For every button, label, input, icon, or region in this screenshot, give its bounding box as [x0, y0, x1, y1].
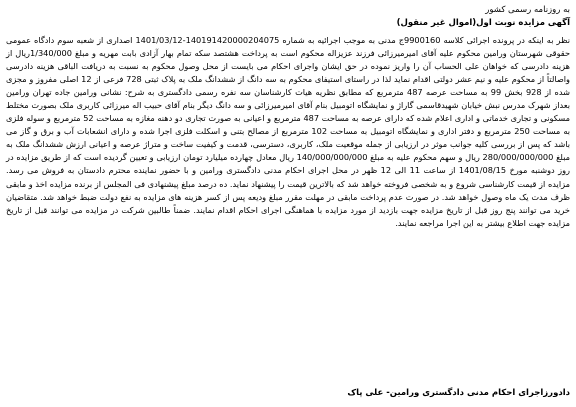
publication-line: به روزنامه رسمی کشور	[485, 5, 570, 15]
signature-line: دادورزاجرای احکام مدنی دادگستری ورامین- علی پاک	[347, 388, 570, 398]
notice-title: آگهی مزایده نوبت اول(اموال غیر منقول)	[396, 18, 570, 28]
notice-body: نظر به اینکه در پرونده اجرائی کلاسه 9900160ج مدنی به موجب اجرائیه به شماره 140191420000204075-1401/03/12 اصداری از شعبه سوم دادگاه عمومی حقوقی شهرستان ورامین محکوم علیه آقای امیرمیرزائی فرزند عزیزاله محکوم است به پرداخت هشتصد سکه تمام بهار آزادی بابت مهریه و مبلغ 1/340/000ریال از هزینه دادرسی که خواهان علی الحساب آن را واریز نموده در حق ایشان واجرای احکام می بایست از محل وصول محکوم به نسبت به دریافت الباقی هزینه دادرسی واصالتاً از محکوم علیه و نیم عشر دولتی اقدام نماید لذا در راستای استیفای محکوم به سه دانگ از ششدانگ ملک به پلاک ثبتی 728 فرعی از 12 اصلی مفروز و مجزی شده از 928 بخش 99 به مساحت عرصه 487 مترمربع که مطابق نظریه هیات کارشناسان سه نفره رسمی دادگستری به شرح: نشانی ورامین جاده تهران ورامین بعداز شهرک مدرس نبش خیابان شهیدقاسمی گاراژ و نمایشگاه اتومبیل بنام آقای امیرمیرزائی و سه دانگ دیگر بنام آقای حبیب اله میرزائی کاربری ملک بصورت مختلط مسکونی و تجاری خدماتی و اداری اعلام شده که دارای عرصه به مساحت 487 مترمربع و اعیانی به صورت تجاری دو دهنه مغازه به مساحت 52 مترمربع و سوله فلزی به مساحت 250 مترمربع و دفتر اداری و نمایشگاه اتومبیل به مساحت 102 مترمربع از مصالح بتنی و اسکلت فلزی اجرا شده و دارای انشعابات آب و برق و گاز می باشد که پس از بررسی کلیه جوانب موثر در ارزیابی از جمله موقعیت ملک، کاربری، دسترسی، قدمت و کیفیت ساخت و متراژ عرصه و اعیانی ارزش ششدانگ ملک به مبلغ 280/000/000/000 ریال و سهم محکوم علیه به مبلغ 140/000/000/000 ریال معادل چهارده میلیارد تومان ارزیابی و تعیین گردیده است که از طریق مزایده در روز دوشنبه مورخ 1401/08/15 از ساعت 11 الی 12 ظهر در محل اجرای احکام مدنی دادگستری ورامین و با حضور نماینده محترم دادستان به فروش می رسد. مزایده از قیمت کارشناسی شروع و به شخصی فروخته خواهد شد که بالاترین قیمت را پیشنهاد نماید. ده درصد مبلغ پیشنهادی فی المجلس از برنده مزایده اخذ و مابقی ظرف مدت یک ماه وصول خواهد شد. در صورت عدم پرداخت مابقی در مهلت مقرر مبلغ ودیعه پس از کسر هزینه های مزایده به نفع دولت ضبط خواهد شد. متقاضیان خرید می توانند پنج روز قبل از تاریخ مزایده جهت بازدید از مورد مزایده با هماهنگی اجرای احکام اقدام نمایند. ضمناً طالبین شرکت در مزایده می توانند قبل از تاریخ مزایده جهت اطلاع بیشتر به این اجرا مراجعه نمایند.	[6, 35, 571, 228]
